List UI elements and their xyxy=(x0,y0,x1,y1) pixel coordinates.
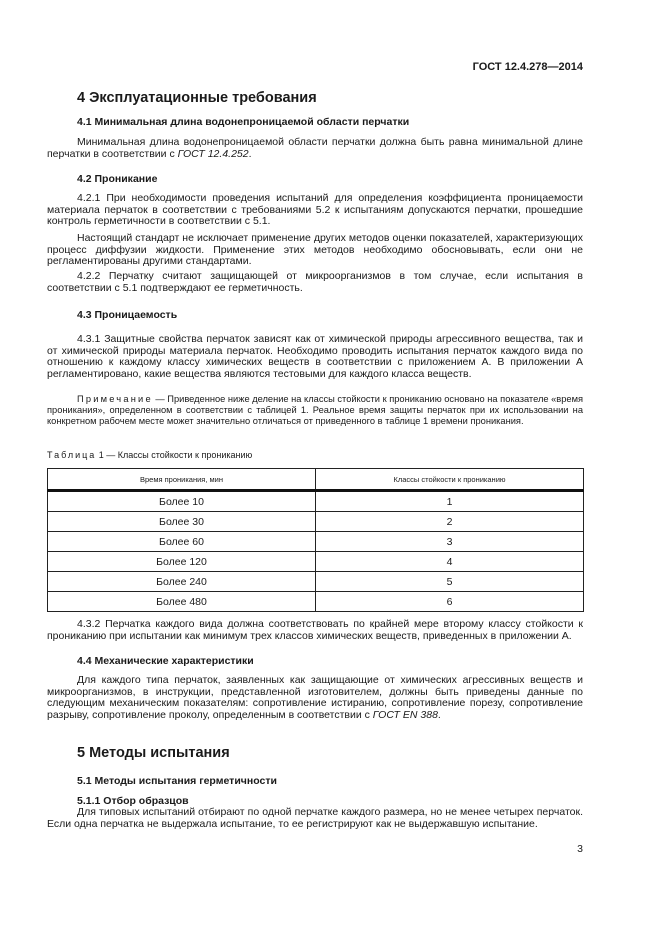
table-label: Таблица xyxy=(47,450,97,460)
table-row xyxy=(48,532,584,552)
table-cell: Более 120 xyxy=(48,552,316,572)
table-row xyxy=(48,491,584,512)
paragraph-text: Для каждого типа перчаток, заявленных как защищающие от химических агрессивных веществ и микроорганизмов, в инструкции, представленной изготовителем, должны быть приведены данные по следующим механическим показателям: сопротивление истиранию, сопротивление порезу, сопротивление разрыву, сопротивление проколу, определенным в соответствии с xyxy=(47,674,583,721)
table-cell: 4 xyxy=(316,552,584,572)
section-4-4-paragraph xyxy=(47,675,583,721)
section-4-3-1-paragraph: 4.3.1 Защитные свойства перчаток зависят как от химической природы агрессивного вещества, так и от химической природы материала перчаток. Необходимо проводить испытания перчаток каждого вида по отношению к каждому классу химических веществ в соответствии с приложением А. В приложении А регламентировано, какие вещества являются тестовыми для каждого класса веществ. xyxy=(47,333,583,380)
section-5-1-title: 5.1 Методы испытания герметичности xyxy=(77,775,277,787)
table-row xyxy=(48,592,584,612)
table-cell: Более 60 xyxy=(48,532,316,552)
note-label: Примечание xyxy=(77,394,153,404)
section-4-2-1-paragraph: 4.2.1 При необходимости проведения испытаний для определения коэффициента проницаемости материала перчаток в соответствии с требованиями 5.2 к испытаниям допускаются перчатки, прошедшие контроль герметичности в соответствии с 5.1. xyxy=(47,192,583,228)
section-4-2-1-paragraph-2: Настоящий стандарт не исключает применение других методов оценки показателей, характеризующих процесс диффузии жидкости. Применение этих методов необходимо обосновывать, если они не регламентированы другими стандартами. xyxy=(47,232,583,268)
period: . xyxy=(437,708,441,721)
table-cell: 1 xyxy=(316,491,584,512)
section-4-3-2-paragraph: 4.3.2 Перчатка каждого вида должна соответствовать по крайней мере второму классу стойкости к прониканию при испытании как минимум трех классов химических веществ, приведенных в приложении А. xyxy=(47,618,583,642)
document-id-header: ГОСТ 12.4.278—2014 xyxy=(472,61,583,73)
table-row xyxy=(48,512,584,532)
column-header: Классы стойкости к прониканию xyxy=(316,469,584,491)
section-4-1-paragraph xyxy=(47,136,583,160)
paragraph-text: Минимальная длина водонепроницаемой области перчатки должна быть равна минимальной длине перчатки в соответствии с xyxy=(47,136,583,161)
table-cell: 5 xyxy=(316,572,584,592)
note xyxy=(47,394,583,427)
table-cell: 3 xyxy=(316,532,584,552)
period: . xyxy=(248,148,252,161)
table-row xyxy=(48,572,584,592)
table-cell: Более 240 xyxy=(48,572,316,592)
table-caption-text: 1 — Классы стойкости к прониканию xyxy=(96,450,253,460)
section-4-2-2-paragraph: 4.2.2 Перчатку считают защищающей от микроорганизмов в том случае, если испытания в соответствии с 5.1 подтверждают ее герметичность. xyxy=(47,270,583,294)
section-4-4-title: 4.4 Механические характеристики xyxy=(77,655,254,667)
note-text: — Приведенное ниже деление на классы стойкости к прониканию основано на показателе «время проникания», определенном в соответствии с таблицей 1. Реальное время защиты перчаток при их использовании на конкретном рабочем месте может значительно отличаться от приведенного в таблице 1 времени проникания. xyxy=(47,394,584,426)
section-4-title: 4 Эксплуатационные требования xyxy=(77,90,317,106)
table-caption xyxy=(47,450,583,460)
table-cell: Более 10 xyxy=(48,491,316,512)
table-cell: Более 480 xyxy=(48,592,316,612)
column-header: Время проникания, мин xyxy=(48,469,316,491)
page-number: 3 xyxy=(577,843,583,855)
standard-reference: ГОСТ 12.4.252 xyxy=(177,148,249,161)
table-cell: 2 xyxy=(316,512,584,532)
permeation-classes-table xyxy=(47,468,584,612)
section-4-1-title: 4.1 Минимальная длина водонепроницаемой области перчатки xyxy=(77,116,410,128)
section-5-1-1-paragraph: Для типовых испытаний отбирают по одной перчатке каждого размера, но не менее четырех перчаток. Если одна перчатка не выдержала испытание, то ее регистрируют как не выдержавшую испытание. xyxy=(47,806,583,831)
table-header-row xyxy=(48,469,584,491)
section-5-title: 5 Методы испытания xyxy=(77,745,230,761)
section-4-2-title: 4.2 Проникание xyxy=(77,173,158,185)
table-cell: 6 xyxy=(316,592,584,612)
table-row xyxy=(48,552,584,572)
table-cell: Более 30 xyxy=(48,512,316,532)
section-5-1-1-title: 5.1.1 Отбор образцов xyxy=(77,795,189,807)
section-4-3-title: 4.3 Проницаемость xyxy=(77,309,178,321)
standard-reference: ГОСТ EN 388 xyxy=(372,708,438,721)
